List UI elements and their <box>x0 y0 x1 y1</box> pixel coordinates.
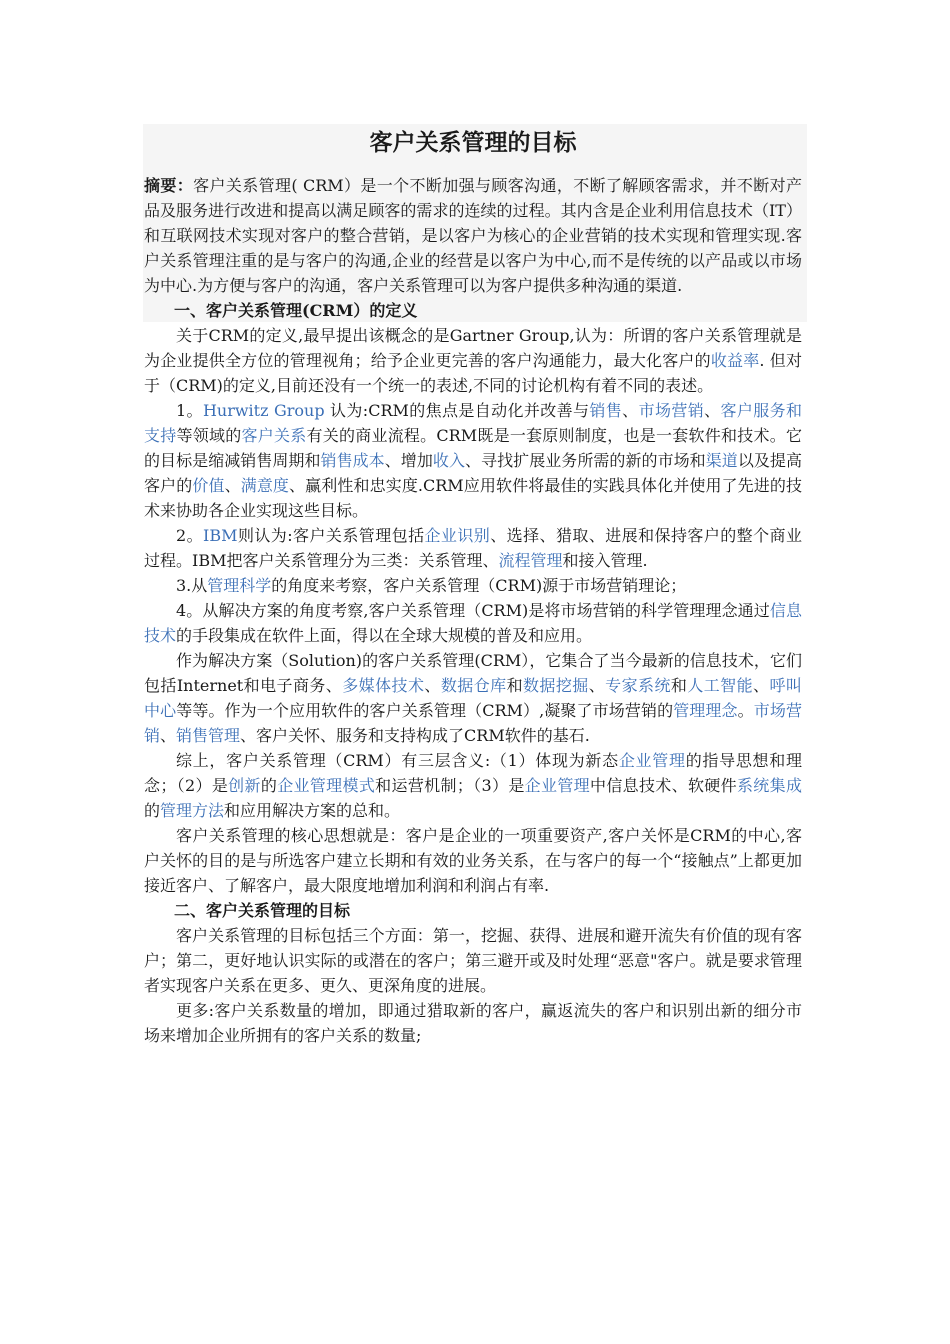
text: 综上，客户关系管理（CRM）有三层含义:（1）体现为新态 <box>176 751 619 770</box>
paragraph-management-science <box>144 573 802 598</box>
paragraph-goals: 客户关系管理的目标包括三个方面：第一，挖掘、获得、进展和避开流失有价值的现有客户；第二，更好地认识实际的或潜在的客户；第三避开或及时处理“恶意"客户。就是要求管理者实现客户关系在更多、更久、更深角度的进展。 <box>144 926 802 995</box>
abstract-label: 摘要： <box>144 176 194 195</box>
link-satisfaction[interactable]: 满意度 <box>240 476 290 495</box>
text: 、 <box>424 676 441 695</box>
text: 、赢利性和忠实度.CRM应用软件将最佳的实践具体化并使用了先进的技术来协助各企业实现这些目标。 <box>144 476 802 520</box>
text: 的 <box>260 776 278 795</box>
link-process-management[interactable]: 流程管理 <box>498 551 563 570</box>
paragraph-solution-crm <box>144 648 802 748</box>
paragraph-core-idea: 客户关系管理的核心思想就是：客户是企业的一项重要资产,客户关怀是CRM的中心,客户关怀的目的是与所选客户建立长期和有效的业务关系，在与客户的每一个“接触点”上都更加接近客户、了解客户，最大限度地增加利润和利润占有率. <box>144 826 802 895</box>
link-data-warehouse[interactable]: 数据仓库 <box>440 676 507 695</box>
link-system-integration[interactable]: 系统集成 <box>736 776 802 795</box>
text: 的角度来考察，客户关系管理（CRM)源于市场营销理论； <box>271 576 687 595</box>
text: 的 <box>144 801 161 820</box>
text: 的手段集成在软件上面，得以在全球大规模的普及和应用。 <box>176 626 593 645</box>
link-customer-service[interactable]: 客户服务和支持 <box>144 401 802 445</box>
link-value[interactable]: 价值 <box>192 476 225 495</box>
paragraph-crm-definition <box>144 323 802 398</box>
text: 。 <box>737 701 754 720</box>
abstract-text: 客户关系管理( CRM）是一个不断加强与顾客沟通，不断了解顾客需求，并不断对产品及服务进行改进和提高以满足顾客的需求的连续的过程。其内含是企业利用信息技术（IT）和互联网技术实现对客户的整合营销，是以客户为核心的企业营销的技术实现和管理实现.客户关系管理注重的是与客户的沟通,企业的经营是以客户为中心,而不是传统的以产品或以市场为中心.为方便与客户的沟通，客户关系管理可以为客户提供多种沟通的渠道. <box>144 176 802 295</box>
link-yield-rate[interactable]: 收益率 <box>710 351 760 370</box>
text: 、 <box>704 401 721 420</box>
text: 中信息技术、软硬件 <box>589 776 737 795</box>
section-heading-2: 二、客户关系管理的目标 <box>174 901 351 920</box>
text: 4。从解决方案的角度考察,客户关系管理（CRM)是将市场营销的科学管理理念通过 <box>176 601 770 620</box>
text: 、增加 <box>384 451 433 470</box>
document-page <box>144 128 802 1048</box>
text: 3.从 <box>176 576 208 595</box>
text: 和接入管理. <box>562 551 648 570</box>
link-sales[interactable]: 销售 <box>589 401 623 420</box>
link-data-mining[interactable]: 数据挖掘 <box>523 676 589 695</box>
link-enterprise-management-2[interactable]: 企业管理 <box>524 776 590 795</box>
paragraph-ibm <box>144 523 802 573</box>
link-innovation[interactable]: 创新 <box>228 776 261 795</box>
text: 和 <box>670 676 688 695</box>
link-management-concept[interactable]: 管理理念 <box>673 701 738 720</box>
text: 、 <box>588 676 606 695</box>
link-marketing-2[interactable]: 市场营销 <box>144 701 802 745</box>
link-sales-management[interactable]: 销售管理 <box>176 726 241 745</box>
text: 1。 <box>176 401 203 420</box>
text: 关于CRM的定义,最早提出该概念的是Gartner Group,认为：所谓的客户关系管理就是为企业提供全方位的管理视角；给予企业更完善的客户沟通能力，最大化客户的 <box>144 326 802 370</box>
text: 则认为:客户关系管理包括 <box>237 526 425 545</box>
link-sales-cost[interactable]: 销售成本 <box>320 451 385 470</box>
text: 认为:CRM的焦点是自动化并改善与 <box>324 401 590 420</box>
link-channels[interactable]: 渠道 <box>705 451 738 470</box>
paragraph-more: 更多:客户关系数量的增加，即通过猎取新的客户，赢返流失的客户和识别出新的细分市场来增加企业所拥有的客户关系的数量; <box>144 1001 802 1045</box>
link-expert-system[interactable]: 专家系统 <box>605 676 671 695</box>
link-management-science[interactable]: 管理科学 <box>207 576 272 595</box>
link-ibm[interactable]: IBM <box>203 526 238 545</box>
text: 、 <box>160 726 177 745</box>
text: 2。 <box>176 526 204 545</box>
link-customer-relations[interactable]: 客户关系 <box>241 426 307 445</box>
link-hurwitz-group[interactable]: Hurwitz Group <box>202 401 325 420</box>
text: 、寻找扩展业务所需的新的市场和 <box>465 451 706 470</box>
text: 、选择、猎取、进展和保持客户的整个商业过程。IBM把客户关系管理分为三类：关系管理、 <box>144 526 802 570</box>
link-enterprise-management[interactable]: 企业管理 <box>618 751 686 770</box>
abstract-paragraph <box>144 173 802 298</box>
link-ai[interactable]: 人工智能 <box>687 676 754 695</box>
document-title: 客户关系管理的目标 <box>369 130 577 156</box>
text: 作为解决方案（Solution)的客户关系管理(CRM），它集合了当今最新的信息技术，它们包括Internet和电子商务、 <box>144 651 802 695</box>
link-management-method[interactable]: 管理方法 <box>160 801 225 820</box>
text: 、客户关怀、服务和支持构成了CRM软件的基石. <box>240 726 590 745</box>
link-call-center[interactable]: 呼叫中心 <box>144 676 802 720</box>
link-marketing[interactable]: 市场营销 <box>638 401 705 420</box>
link-management-model[interactable]: 企业管理模式 <box>277 776 376 795</box>
text: 的指导思想和理念；（2）是 <box>144 751 802 795</box>
text: 等领域的 <box>176 426 242 445</box>
text: 和应用解决方案的总和。 <box>224 801 401 820</box>
text: 和 <box>506 676 523 695</box>
text: 等等。作为一个应用软件的客户关系管理（CRM）,凝聚了市场营销的 <box>176 701 674 720</box>
paragraph-hurwitz <box>144 398 802 523</box>
text: 和运营机制；（3）是 <box>375 776 525 795</box>
link-enterprise-identification[interactable]: 企业识别 <box>424 526 491 545</box>
text: 、 <box>753 676 770 695</box>
text: 、 <box>224 476 241 495</box>
text: 以及提高客户的 <box>144 451 802 495</box>
link-information-technology[interactable]: 信息技术 <box>144 601 802 645</box>
paragraph-solution-view <box>144 598 802 648</box>
text: 有关的商业流程。CRM既是一套原则制度，也是一套软件和技术。它的目标是缩减销售周期和 <box>144 426 802 470</box>
text: . 但对于（CRM)的定义,目前还没有一个统一的表述,不同的讨论机构有着不同的表述。 <box>144 351 802 395</box>
link-multimedia[interactable]: 多媒体技术 <box>342 676 425 695</box>
paragraph-summary <box>144 748 802 823</box>
section-heading-1: 一、客户关系管理(CRM）的定义 <box>174 301 418 320</box>
text: 、 <box>622 401 639 420</box>
link-revenue[interactable]: 收入 <box>432 451 465 470</box>
